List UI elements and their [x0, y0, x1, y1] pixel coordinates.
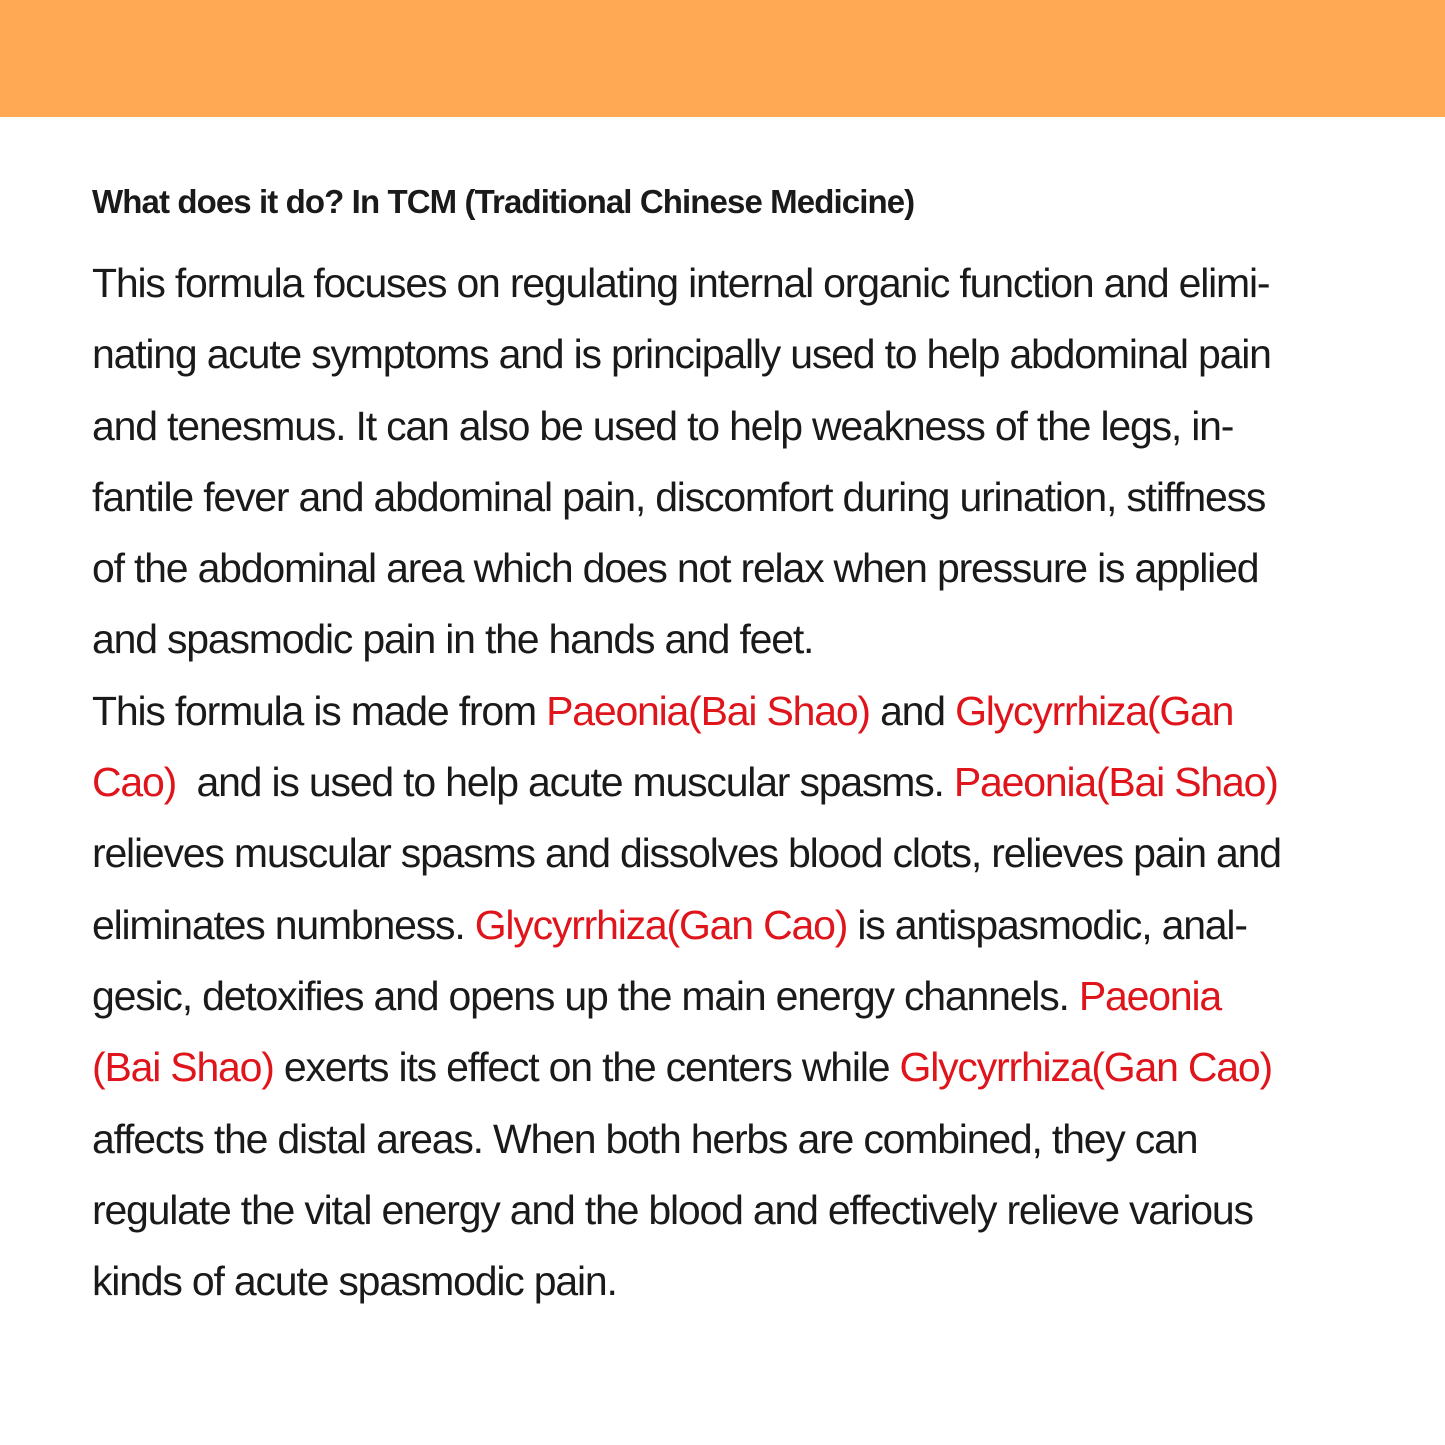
herb-name: Paeonia(Bai Shao) — [953, 759, 1278, 806]
text-segment: and — [869, 687, 956, 734]
text-segment: is antispasmodic, anal- — [847, 901, 1247, 948]
text-line — [92, 1104, 1367, 1175]
herb-name: Paeonia(Bai Shao) — [546, 687, 870, 734]
text-segment: regulate the vital energy and the blood and effectively relieve various — [92, 1186, 1253, 1233]
text-segment: fantile fever and abdominal pain, discomfort during urination, stiffness — [92, 473, 1266, 520]
section-heading: What does it do? In TCM (Traditional Chinese Medicine) — [92, 183, 915, 220]
text-segment: gesic, detoxifies and opens up the main energy channels. — [92, 972, 1079, 1019]
text-segment: This formula is made from — [92, 687, 547, 734]
text-line — [92, 462, 1367, 533]
text-segment: relieves muscular spasms and dissolves blood clots, relieves pain and — [92, 830, 1281, 877]
text-line — [92, 1032, 1367, 1103]
text-segment: of the abdominal area which does not relax when pressure is applied — [92, 545, 1259, 592]
text-line — [92, 890, 1367, 961]
text-segment: This formula focuses on regulating internal organic function and elimi- — [92, 260, 1270, 306]
text-segment: affects the distal areas. When both herbs are combined, they can — [92, 1115, 1198, 1162]
text-segment: exerts its effect on the centers while — [273, 1044, 900, 1091]
text-segment: and spasmodic pain in the hands and feet. — [92, 616, 814, 663]
text-line — [92, 961, 1367, 1032]
herb-name: Glycyrrhiza(Gan Cao) — [474, 901, 848, 948]
text-line — [92, 1175, 1367, 1246]
text-line — [92, 604, 1367, 675]
text-line — [92, 747, 1367, 818]
text-line — [92, 676, 1367, 747]
content-area — [92, 180, 1367, 1317]
text-line — [92, 391, 1367, 462]
herb-name: Glycyrrhiza(Gan — [955, 687, 1234, 734]
herb-name: Cao) — [92, 759, 177, 806]
herb-name: (Bai Shao) — [92, 1044, 274, 1091]
body-text — [92, 248, 1367, 1317]
text-segment: kinds of acute spasmodic pain. — [92, 1258, 617, 1305]
text-line — [92, 533, 1367, 604]
herb-name: Paeonia — [1078, 972, 1221, 1019]
text-segment: eliminates numbness. — [92, 901, 475, 948]
herb-name: Glycyrrhiza(Gan Cao) — [899, 1044, 1272, 1091]
text-segment: and is used to help acute muscular spasms. — [176, 759, 954, 806]
text-line — [92, 1246, 1367, 1317]
text-segment: nating acute symptoms and is principally used to help abdominal pain — [92, 331, 1271, 378]
top-color-band — [0, 0, 1445, 117]
text-segment: and tenesmus. It can also be used to help weakness of the legs, in- — [92, 402, 1234, 449]
text-line — [92, 818, 1367, 889]
text-line — [92, 319, 1367, 390]
text-line — [92, 248, 1367, 319]
